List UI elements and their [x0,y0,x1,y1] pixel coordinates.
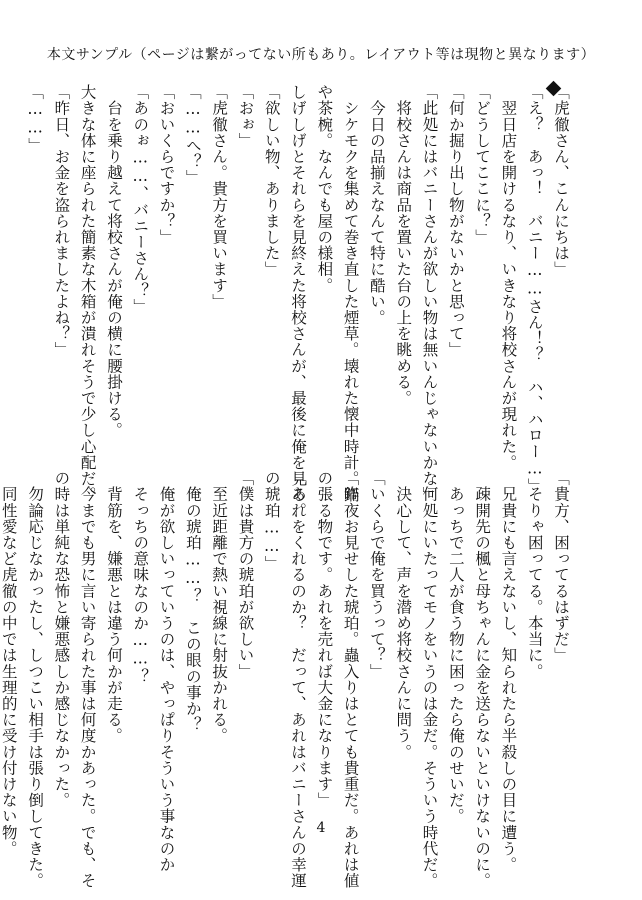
text-column: あっちで二人が食う物に困ったら俺のせいだ。 [446,470,465,825]
text-column: 「……」 [26,84,45,154]
text-column: 「いくらで俺を買うって？」 [367,470,386,680]
text-column: そりゃ困ってる。本当に。 [525,470,544,680]
text-column: 同性愛など虎徹の中では生理的に受け付けない物。 [0,470,18,857]
sample-notice-header: 本文サンプル（ページは繋がってない所もあり。レイアウト等は現物と異なります） [46,47,596,63]
text-column: 疎開先の楓と母ちゃんに金を送らないといけないのに。 [473,470,492,889]
text-column: 「あのぉ……、バニーさん？」 [131,84,150,315]
text-column: 背筋を、嫌悪とは違う何かが走る。 [104,470,123,744]
text-column: 今までも男に言い寄られた事は何度かあった。でも、そ [78,470,97,889]
text-column: の琥珀……」 [262,470,281,572]
text-column: 「虎徹さん。貴方を買います」 [210,84,229,310]
text-column: 将校さんは商品を置いた台の上を眺める。 [394,84,413,406]
text-column: 「昨夜お見せした琥珀。蟲入りはとても貴重だ。あれは値 [341,470,360,889]
text-column: 「僕は貴方の琥珀が欲しい」 [236,470,255,680]
text-column: 「此処にはバニーさんが欲しい物は無いんじゃないかな」 [420,84,439,503]
text-column: 勿論応じなかったし、しつこい相手は張り倒してきた。 [26,470,45,889]
text-column: 何処にいたってモノをいうのは金だ。そういう時代だ。 [420,470,439,889]
text-column: 「あれをくれるのか？ だって、あれはバニーさんの幸運 [289,470,308,889]
text-column: 「虎徹さん、こんにちは」 [552,84,570,278]
text-column: 大きな体に座られた簡素な木箱が潰れそうで少し心配だ。 [78,84,97,503]
text-column: シケモクを集めて巻き直した煙草。壊れた懐中時計。鍋 [341,84,360,503]
text-column: 「欲しい物、ありました」 [262,84,281,278]
text-column: 俺が欲しいっていうのは、やっぱりそういう事なのか [157,470,176,873]
text-column: 「何か掘り出し物がないかと思って」 [446,84,465,358]
text-column: 今日の品揃えなんて特に酷い。 [367,84,386,326]
text-column: 「え？ あっ！ バニー……さん！？ ハ、ハロー…」 [525,84,544,494]
text-column: の時は単純な恐怖と嫌悪感しか感じなかった。 [52,470,71,809]
text-column: 「おいくらですか？」 [157,84,176,245]
text-column: しげしげとそれらを見終えた将校さんが、最後に俺を見る。 [289,84,308,519]
text-column: そっちの意味なのか……？ [131,470,150,685]
text-column: 「どうしてここに？」 [473,84,492,245]
text-block-bottom [0,470,570,889]
text-column: 兄貴にも言えないし、知られたら半殺しの目に遭う。 [499,470,518,873]
text-column: 「貴方、困ってるはずだ」 [552,470,570,664]
text-column: 台を乗り越えて将校さんが俺の横に腰掛ける。 [104,84,123,439]
text-block-top [26,84,570,519]
text-column: 至近距離で熱い視線に射抜かれる。 [210,470,229,744]
text-column: や茶椀。なんでも屋の様相。 [315,84,334,294]
text-column: 「おぉ」 [236,84,255,149]
text-column: 翌日店を開けるなり、いきなり将校さんが現れた。 [499,84,518,471]
page-number: 4 [316,820,326,836]
text-column: 「……へ？」 [183,84,202,186]
text-column: 決心して、声を潜め将校さんに問う。 [394,470,413,760]
text-column: 俺の琥珀……？ この眼の事か？ [183,470,202,733]
text-column: 「昨日、お金を盗られましたよね？」 [52,84,71,358]
text-column: の張る物です。あれを売れば大金になります」 [315,470,334,809]
